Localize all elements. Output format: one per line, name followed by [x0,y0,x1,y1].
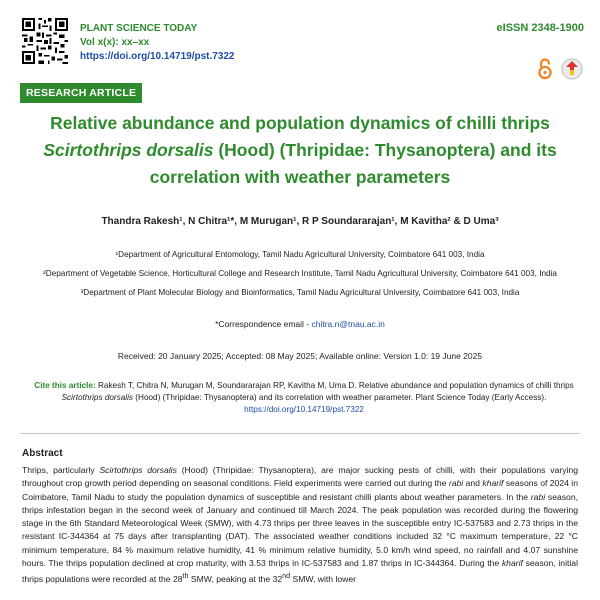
abstract-heading: Abstract [22,448,63,459]
journal-info [80,22,235,64]
abstract-text: SMW, peaking at the 32 [188,574,283,585]
article-dates: Received: 20 January 2025; Accepted: 08 May 2025; Available online: Version 1.0: 19 June 2025 [117,351,483,361]
title-line-2-rest: (Hood) (Thripidae: Thysanoptera) and its [213,140,557,160]
abstract-season-term: rabi [530,491,546,502]
open-access-lock-icon[interactable] [538,58,552,80]
abstract-species-name: Scirtothrips dorsalis [99,465,177,475]
affiliation-1: ¹Department of Agricultural Entomology, Tamil Nadu Agricultural University, Coimbatore 641 003, India [115,250,485,259]
title-line-3: correlation with weather parameters [149,167,451,187]
citation-text-2: (Hood) (Thripidae: Thysanoptera) and its correlation with weather parameter. Plant Science Today (Early Access). [133,393,547,402]
citation-doi-link[interactable]: https://doi.org/10.14719/pst.7322 [244,405,364,414]
author-list: Thandra Rakesh¹, N Chitra¹*, M Murugan¹, R P Soundararajan¹, M Kavitha² & D Uma³ [101,216,499,227]
citation-label: Cite this article: [34,381,96,390]
abstract-text: and [463,478,483,489]
correspondence-label: *Correspondence email - [215,319,312,329]
abstract-ordinal-suffix: th [182,572,189,581]
citation-species-name: Scirtothrips dorsalis [61,393,134,402]
abstract-ordinal-suffix: nd [282,572,291,581]
abstract-season-term: kharif [482,478,504,489]
abstract-text: seasons of 2024 in Coimbatore, Tamil Nadu to study the population dynamics of susceptible and resistant chilli plants about weather parameters. In the [22,478,578,502]
correspondence-email-link[interactable]: chitra.n@tnau.ac.in [311,319,385,329]
abstract-season-term: rabi [448,478,464,489]
abstract-text: season, initial thrips populations were recorded at the 28 [22,558,578,585]
journal-volume: Vol x(x): xx–xx [80,37,150,48]
abstract-text: SMW, with lower [290,574,357,585]
article-title [20,110,580,191]
citation-text-1: Rakesh T, Chitra N, Murugan M, Soundararajan RP, Kavitha M, Uma D. Relative abundance and population dynamics of chilli thrips [95,381,574,390]
title-line-2 [20,137,580,164]
eissn: eISSN 2348-1900 [496,22,584,34]
abstract-text: (Hood) (Thripidae: Thysanoptera), are major sucking pests of chilli, with their populations varying throughout crop growth period depending on seasonal conditions. Field experiments were carried out during the [22,465,579,489]
qr-code-icon [22,18,68,64]
citation [30,380,578,416]
correspondence [0,319,600,329]
abstract-season-term: kharif [501,558,523,569]
abstract-body [22,464,578,587]
journal-doi-link[interactable]: https://doi.org/10.14719/pst.7322 [80,51,235,62]
section-divider [20,433,580,434]
journal-name: PLANT SCIENCE TODAY [80,23,198,34]
abstract-text: Thrips, particularly [22,465,100,475]
article-type-badge: RESEARCH ARTICLE [20,83,142,103]
crossmark-icon[interactable] [561,58,583,80]
affiliation-3: ³Department of Plant Molecular Biology and Bioinformatics, Tamil Nadu Agricultural University, Coimbatore 641 003, India [80,288,520,297]
title-species-name: Scirtothrips dorsalis [43,140,214,160]
affiliation-2: ²Department of Vegetable Science, Horticultural College and Research Institute, Tamil Nadu Agricultural University, Coimbatore 641 003, India [43,269,557,278]
abstract-text: season, thrips infestation began in the second week of January and continued till March 2024. The peak population was recorded during the flowering stage in the 6th Standard Meteorological Week (SMW), with 4.73 thrips per three leaves in the susceptible entry IC-537583 and 2.73 thrips in the resistant IC-344364 at 75 days after transplanting (DAT). The associated weather conditions included 32 °C maximum temperature, 22 °C minimum temperature, 84 % maximum relative humidity, 41 % minimum relative humidity, 5.0 km/h wind speed, no rainfall and 4.07 sunshine hours. The thrips population declined at crop maturity, with 3.53 thrips in IC-537583 and 1.87 thrips in IC-344364. During the [22,491,578,569]
title-line-1: Relative abundance and population dynamics of chilli thrips [50,113,550,133]
